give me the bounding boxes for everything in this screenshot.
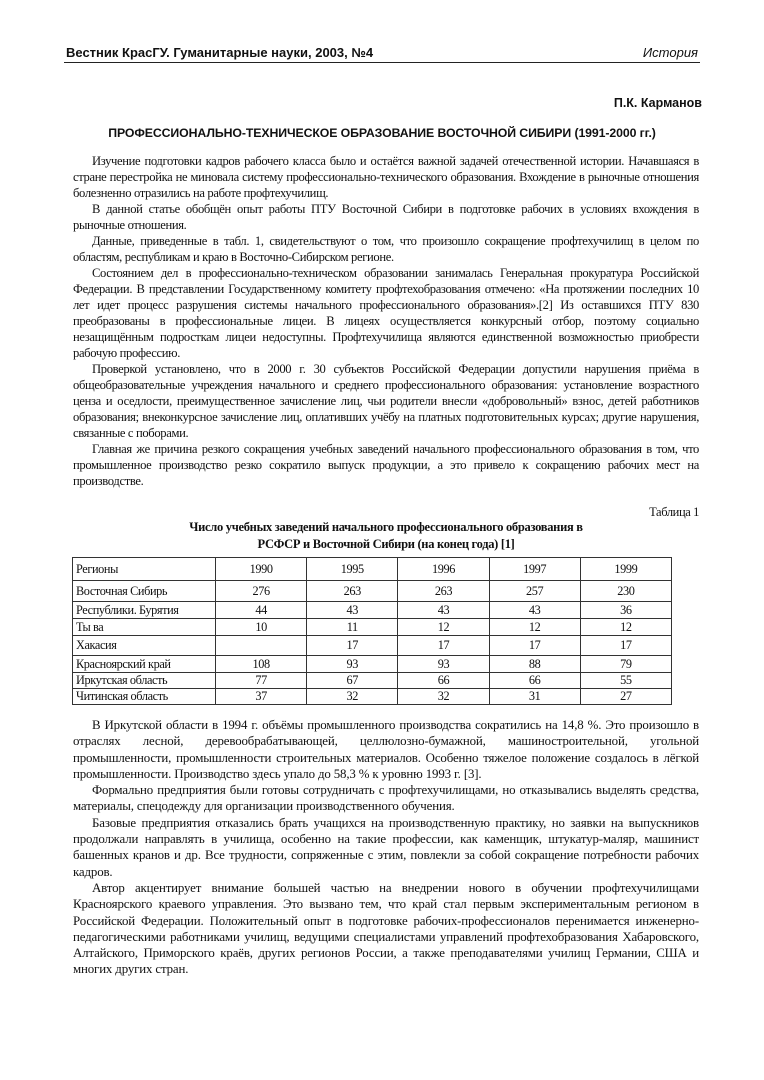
paragraph: Формально предприятия были готовы сотрудничать с профтехучилищами, но отказывались выделять средства, материалы, спецодежду для организации производственного обучения.	[73, 783, 699, 814]
value-cell: 88	[489, 656, 580, 673]
value-cell: 79	[580, 656, 671, 673]
value-cell: 67	[307, 673, 398, 689]
value-cell: 12	[580, 619, 671, 636]
running-head	[64, 45, 700, 63]
header-cell: 1990	[216, 558, 307, 581]
value-cell: 17	[307, 636, 398, 656]
table-row	[73, 689, 672, 705]
value-cell: 36	[580, 602, 671, 619]
value-cell: 263	[307, 581, 398, 602]
value-cell: 27	[580, 689, 671, 705]
value-cell: 10	[216, 619, 307, 636]
table-row	[73, 656, 672, 673]
header-cell: 1999	[580, 558, 671, 581]
paragraph: Проверкой установлено, что в 2000 г. 30 субъектов Российской Федерации допустили нарушения приёма в общеобразовательные учреждения начального и среднего профессионального образования: установление возрастного ценза и оседлости, преимущественное зачисление лиц, чьи родители внесли «добровольный» взнос, детей работников образования; внеконкурсное зачисление лиц, оплативших учёбу на платных подготовительных курсах; другие нарушения, связанные с поборами.	[73, 362, 699, 440]
table-row	[73, 619, 672, 636]
table-label: Таблица 1	[649, 505, 699, 519]
data-table	[72, 557, 672, 705]
value-cell: 93	[307, 656, 398, 673]
paragraph: Автор акцентирует внимание большей частью на внедрении нового в обучении профтехучилищами Красноярского краевого управления. Это вызвано тем, что край стал первым экспериментальным регионом в Российской Федерации. Положительный опыт в подготовке рабочих-профессионалов перенимается инженерно-педагогическими работниками училищ, ведущими специалистами управлений профтехобразования Хабаровского, Алтайского, Приморского краёв, других регионов России, а также преподавателями училищ Германии, США и многих других стран.	[73, 880, 699, 977]
paragraph: Состоянием дел в профессионально-техническом образовании занималась Генеральная прокуратура Российской Федерации. В представлении Государственному комитету профтехобразования отмечено: «На протяжении последних 10 лет идет процесс разрушения системы начального профессионального образования».[2] Из оставшихся ПТУ 830 преобразованы в профессиональные лицеи. В лицеях осуществляется конкурсный отбор, поэтому социально незащищённым подросткам лицеи недоступны. Профтехучилища являются единственной возможностью приобрести рабочую профессию.	[73, 266, 699, 360]
paragraph: Данные, приведенные в табл. 1, свидетельствуют о том, что произошло сокращение профтехучилищ в целом по областям, республикам и краю в Восточно-Сибирском регионе.	[73, 234, 699, 264]
value-cell: 12	[489, 619, 580, 636]
value-cell: 17	[398, 636, 489, 656]
article-title: ПРОФЕССИОНАЛЬНО-ТЕХНИЧЕСКОЕ ОБРАЗОВАНИЕ ВОСТОЧНОЙ СИБИРИ (1991-2000 гг.)	[108, 126, 656, 140]
value-cell: 31	[489, 689, 580, 705]
value-cell: 37	[216, 689, 307, 705]
region-cell: Читинская область	[73, 689, 216, 705]
value-cell: 257	[489, 581, 580, 602]
value-cell: 230	[580, 581, 671, 602]
header-cell: 1997	[489, 558, 580, 581]
value-cell: 32	[307, 689, 398, 705]
region-cell: Восточная Сибирь	[73, 581, 216, 602]
paragraph: В данной статье обобщён опыт работы ПТУ Восточной Сибири в подготовке рабочих в условиях вхождения в рыночные отношения.	[73, 202, 699, 232]
author-name: П.К. Карманов	[613, 96, 702, 110]
paragraph: Базовые предприятия отказались брать учащихся на производственную практику, но заявки на выпускников продолжали направлять в училища, особенно на такие профессии, как каменщик, штукатур-маляр, машинист башенных кранов и др. Все трудности, сопряженные с этим, повлекли за собой сокращение потребности рабочих кадров.	[73, 815, 699, 879]
value-cell: 32	[398, 689, 489, 705]
body-text-upper	[73, 153, 699, 489]
table-row	[73, 581, 672, 602]
value-cell: 12	[398, 619, 489, 636]
value-cell: 66	[398, 673, 489, 689]
value-cell: 263	[398, 581, 489, 602]
value-cell: 93	[398, 656, 489, 673]
body-text-lower	[73, 717, 699, 978]
value-cell	[216, 636, 307, 656]
region-cell: Ты ва	[73, 619, 216, 636]
value-cell: 43	[489, 602, 580, 619]
paragraph: Главная же причина резкого сокращения учебных заведений начального профессионального образования в том, что промышленное производство резко сократило выпуск продукции, а это привело к сокращению рабочих мест на производстве.	[73, 442, 699, 488]
table-caption-line: Число учебных заведений начального профессионального образования в	[189, 520, 583, 534]
journal-title: Вестник КрасГУ. Гуманитарные науки, 2003, №4	[66, 45, 374, 60]
table-row	[73, 602, 672, 619]
value-cell: 11	[307, 619, 398, 636]
header-cell: 1996	[398, 558, 489, 581]
value-cell: 43	[307, 602, 398, 619]
value-cell: 108	[216, 656, 307, 673]
table-row	[73, 673, 672, 689]
value-cell: 55	[580, 673, 671, 689]
paragraph: В Иркутской области в 1994 г. объёмы промышленного производства сократились на 14,8 %. Это произошло в отраслях лесной, деревообрабатывающей, целлюлозно-бумажной, машиностроительной, угольной промышленности, промышленности строительных материалов. Особенно тяжелое положение создалось в лёгкой промышленности. Производство здесь упало до 58,3 % к уровню 1993 г. [3].	[73, 718, 699, 781]
section-name: История	[642, 45, 698, 60]
value-cell: 17	[580, 636, 671, 656]
region-cell: Республики. Бурятия	[73, 602, 216, 619]
header-cell: 1995	[307, 558, 398, 581]
value-cell: 43	[398, 602, 489, 619]
value-cell: 77	[216, 673, 307, 689]
value-cell: 44	[216, 602, 307, 619]
value-cell: 66	[489, 673, 580, 689]
table-caption-line: РСФСР и Восточной Сибири (на конец года) [1]	[257, 537, 515, 551]
region-cell: Иркутская область	[73, 673, 216, 689]
value-cell: 276	[216, 581, 307, 602]
table-header-row	[73, 558, 672, 581]
table-row	[73, 636, 672, 656]
header-cell: Регионы	[73, 558, 216, 581]
region-cell: Красноярский край	[73, 656, 216, 673]
region-cell: Хакасия	[73, 636, 216, 656]
table-caption	[180, 519, 592, 553]
paragraph: Изучение подготовки кадров рабочего класса было и остаётся важной задачей отечественной истории. Начавшаяся в стране перестройка не миновала систему профессионально-технического образования. Вхождение в рыночные отношения болезненно отразились на работе профтехучилищ.	[73, 154, 699, 200]
value-cell: 17	[489, 636, 580, 656]
